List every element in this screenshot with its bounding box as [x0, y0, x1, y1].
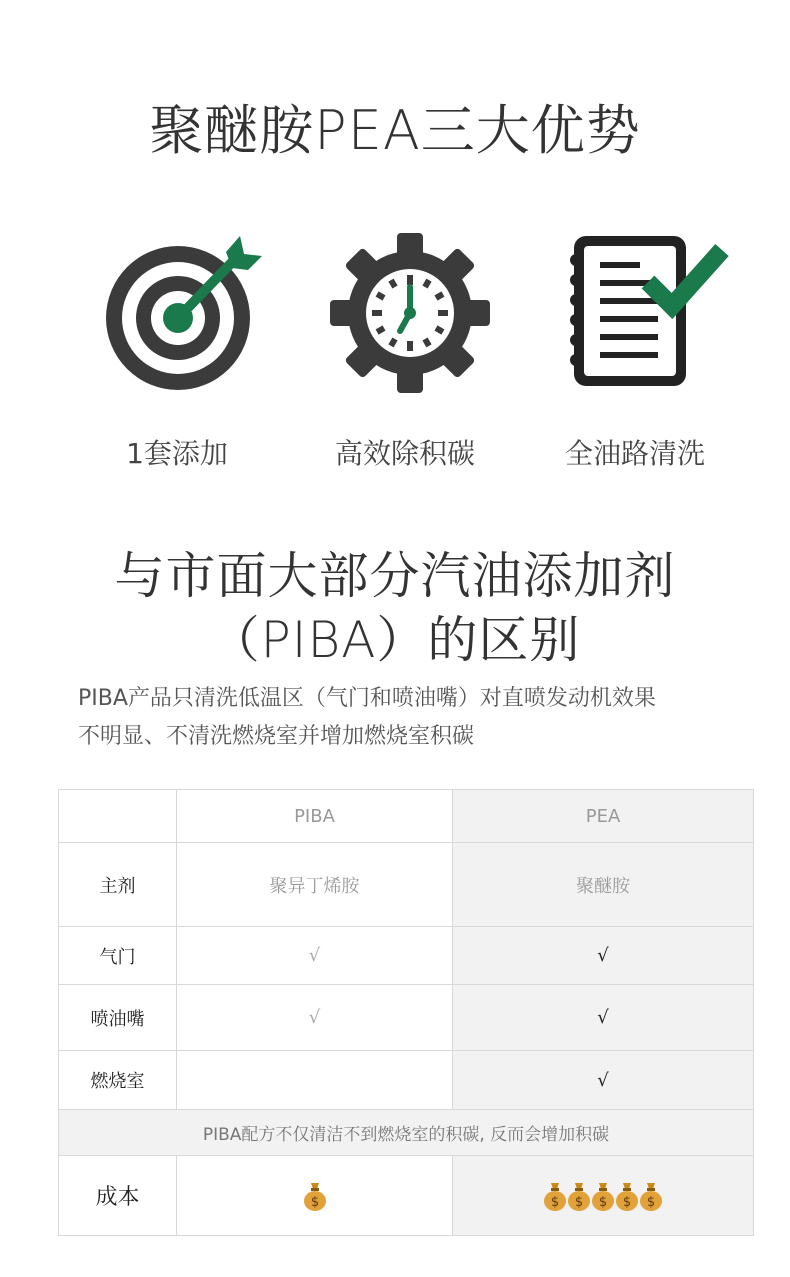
table-cost-row: [59, 1156, 754, 1236]
money-bag-icon: [639, 1181, 663, 1211]
row-label-cost: 成本: [59, 1156, 177, 1236]
cell-piba-valve: √: [177, 927, 453, 985]
cell-piba-main: 聚异丁烯胺: [177, 843, 453, 927]
description-line-2: 不明显、不清洗燃烧室并增加燃烧室积碳: [78, 724, 475, 749]
feature-icons: [0, 228, 790, 398]
table-note-row: [59, 1110, 754, 1156]
description-line-1: PIBA产品只清洗低温区（气门和喷油嘴）对直喷发动机效果: [78, 686, 656, 711]
svg-text:$: $: [598, 1194, 608, 1210]
money-bag-icon: [543, 1181, 567, 1211]
svg-text:$: $: [646, 1194, 656, 1210]
table-header-row: [59, 790, 754, 843]
cell-pea-chamber: √: [453, 1051, 754, 1110]
row-label-main: 主剂: [59, 843, 177, 927]
money-bag-icon: [567, 1181, 591, 1211]
row-label-chamber: 燃烧室: [59, 1051, 177, 1110]
gear-clock-icon: [325, 228, 495, 398]
table-row: [59, 843, 754, 927]
section-title-advantages: 聚醚胺PEA三大优势: [149, 99, 641, 162]
money-bag-icon: [303, 1181, 327, 1211]
table-row: [59, 1051, 754, 1110]
cell-pea-valve: √: [453, 927, 754, 985]
cell-piba-chamber: [177, 1051, 453, 1110]
header-pea: PEA: [453, 790, 754, 843]
money-bag-icons-pea: [543, 1185, 663, 1210]
svg-text:$: $: [550, 1194, 560, 1210]
svg-text:$: $: [622, 1194, 632, 1210]
description: [78, 680, 738, 756]
money-bag-icon: [615, 1181, 639, 1211]
money-bag-icons-piba: [303, 1185, 327, 1210]
row-label-injector: 喷油嘴: [59, 985, 177, 1051]
cell-piba-injector: √: [177, 985, 453, 1051]
cell-pea-cost: [453, 1156, 754, 1236]
table-row: [59, 927, 754, 985]
feature-label-1: 1套添加: [126, 437, 228, 470]
svg-text:$: $: [310, 1194, 319, 1210]
money-bag-icon: [591, 1181, 615, 1211]
section-title-difference-line1: 与市面大部分汽油添加剂: [114, 547, 676, 605]
comparison-table: [58, 789, 754, 1236]
section-title-difference-line2: （PIBA）的区别: [209, 611, 581, 669]
table-note: PIBA配方不仅清洁不到燃烧室的积碳, 反而会增加积碳: [59, 1110, 754, 1156]
feature-label-2: 高效除积碳: [334, 437, 475, 470]
cell-pea-main: 聚醚胺: [453, 843, 754, 927]
checklist-icon: [562, 228, 732, 398]
target-icon: [98, 228, 268, 398]
feature-label-3: 全油路清洗: [564, 437, 705, 470]
cell-pea-injector: √: [453, 985, 754, 1051]
table-row: [59, 985, 754, 1051]
cell-piba-cost: [177, 1156, 453, 1236]
header-piba: PIBA: [177, 790, 453, 843]
svg-text:$: $: [574, 1194, 584, 1210]
row-label-valve: 气门: [59, 927, 177, 985]
header-empty: [59, 790, 177, 843]
